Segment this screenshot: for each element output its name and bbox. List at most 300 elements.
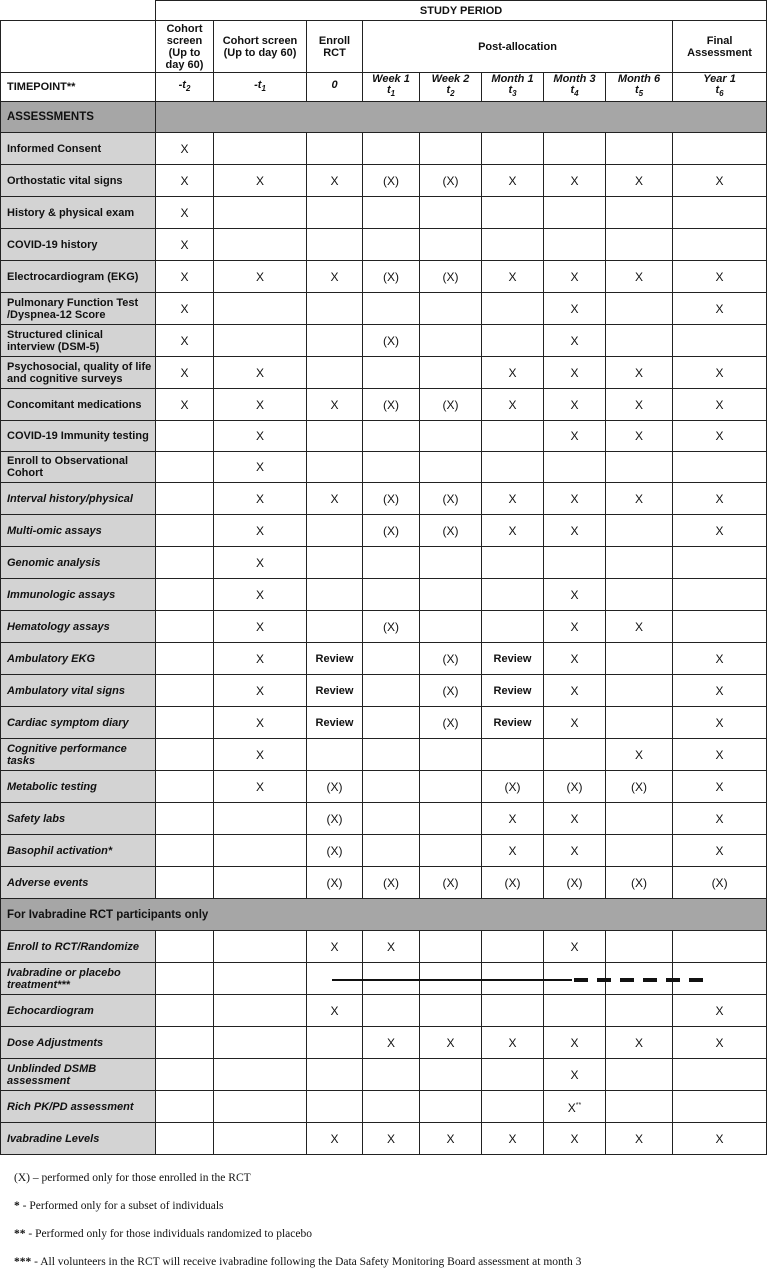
schedule-mark: X [715,301,724,316]
schedule-cell [420,579,482,611]
schedule-cell [606,739,673,771]
schedule-cell [544,995,606,1027]
schedule-cell [307,1091,363,1123]
schedule-mark: X [446,1035,455,1050]
row-label: Pulmonary Function Test /Dyspnea-12 Score [7,296,139,321]
schedule-mark: X [570,651,579,666]
schedule-cell [307,515,363,547]
schedule-cell [606,1059,673,1091]
schedule-cell [156,357,214,389]
schedule-cell [363,1091,420,1123]
schedule-mark: Review [315,652,354,665]
schedule-cell [673,1123,767,1155]
schedule-mark: X [508,1035,517,1050]
schedule-cell [156,1123,214,1155]
schedule-row [1,1091,767,1123]
schedule-cell [606,835,673,867]
schedule-mark: X [180,173,189,188]
schedule-mark: X [634,429,643,443]
schedule-cell [482,579,544,611]
row-label: Electrocardiogram (EKG) [7,270,139,283]
schedule-mark: (X) [442,491,459,506]
schedule-cell [156,421,214,452]
schedule-cell [156,835,214,867]
schedule-cell [673,325,767,357]
schedule-mark: X [570,843,579,858]
schedule-mark: (X) [383,173,399,188]
schedule-cell [156,1027,214,1059]
phase-label: Post-allocation [478,40,557,53]
row-label: Cognitive performance tasks [7,742,127,767]
schedule-cell [606,931,673,963]
schedule-mark: X [715,651,724,666]
schedule-row [1,803,767,835]
schedule-mark: (X) [383,333,399,348]
schedule-mark: X [255,173,264,188]
row-label-cell [1,611,156,643]
schedule-row [1,229,767,261]
timepoint-subscript: 4 [574,89,579,99]
row-label-cell [1,579,156,611]
phase-label: Enroll RCT [318,34,351,59]
schedule-row [1,643,767,675]
schedule-cell [420,611,482,643]
schedule-cell [482,707,544,739]
schedule-cell [363,197,420,229]
schedule-cell [673,515,767,547]
schedule-cell [482,931,544,963]
footnote [14,1256,581,1268]
schedule-mark: X [570,715,579,730]
schedule-mark: X [508,397,517,412]
schedule-cell [214,1123,307,1155]
schedule-cell [363,165,420,197]
schedule-cell [544,197,606,229]
timepoint-label: TIMEPOINT** [7,81,76,93]
schedule-cell [482,611,544,643]
schedule-cell [307,325,363,357]
schedule-cell [606,1123,673,1155]
schedule-cell [307,611,363,643]
schedule-mark: X [634,1035,643,1050]
schedule-cell [482,483,544,515]
schedule-cell [363,739,420,771]
schedule-cell [363,643,420,675]
schedule-mark: X [508,365,517,380]
schedule-mark: Review [315,716,354,729]
schedule-cell [420,197,482,229]
schedule-mark: X [255,460,264,474]
schedule-mark: X [255,397,264,412]
schedule-mark: X [255,619,264,634]
schedule-cell [363,1059,420,1091]
schedule-mark: (X) [383,269,399,284]
schedule-cell [606,547,673,579]
schedule-cell [156,547,214,579]
timepoint-symbol: t [508,84,513,97]
row-label: Genomic analysis [7,556,101,569]
schedule-cell [673,643,767,675]
schedule-cell [363,452,420,483]
schedule-mark: X [570,619,579,634]
schedule-mark: X [570,365,579,380]
schedule-cell [606,771,673,803]
schedule-cell [420,293,482,325]
schedule-row [1,133,767,165]
schedule-row [1,483,767,515]
row-label-cell [1,357,156,389]
schedule-cell [673,229,767,261]
schedule-cell [156,389,214,421]
schedule-cell [363,579,420,611]
schedule-cell [214,579,307,611]
schedule-cell [673,611,767,643]
row-label-cell [1,931,156,963]
schedule-mark: Review [315,684,354,697]
schedule-cell [606,133,673,165]
schedule-cell [307,293,363,325]
schedule-cell [214,165,307,197]
schedule-mark: X [634,619,643,634]
schedule-cell [363,707,420,739]
schedule-cell [606,483,673,515]
schedule-cell [482,1027,544,1059]
schedule-cell [156,643,214,675]
schedule-cell [156,611,214,643]
schedule-cell [606,803,673,835]
header-row-study-period [1,1,767,21]
schedule-cell [307,579,363,611]
section-rct-only [1,899,767,931]
schedule-cell [420,739,482,771]
schedule-cell [307,452,363,483]
schedule-cell [307,229,363,261]
schedule-mark: X [180,301,189,316]
schedule-row [1,963,767,995]
schedule-cell [606,357,673,389]
row-label-cell [1,1027,156,1059]
header-blank [1,1,156,21]
footnote-text: - Performed only for those individuals randomized to placebo [25,1228,312,1240]
schedule-mark: X [508,811,517,826]
row-label: COVID-19 history [7,238,98,251]
schedule-cell [156,1059,214,1091]
schedule-cell [544,1027,606,1059]
row-label-cell [1,995,156,1027]
schedule-mark: X [255,683,264,698]
schedule-mark: X [570,1035,579,1050]
schedule-cell [673,707,767,739]
schedule-cell [307,165,363,197]
schedule-mark: (X) [383,491,399,506]
schedule-row [1,675,767,707]
schedule-mark: X [508,523,517,538]
footnote [14,1172,251,1184]
schedule-mark: X [634,491,643,506]
schedule-cell [363,229,420,261]
schedule-cell [214,835,307,867]
schedule-cell [544,133,606,165]
mark-x: X [567,1100,576,1115]
schedule-cell [482,452,544,483]
timepoint-symbol: t [386,84,391,97]
schedule-cell [363,867,420,899]
row-label: Immunologic assays [7,588,116,601]
row-label-cell [1,867,156,899]
schedule-cell [214,229,307,261]
schedule-cell [307,547,363,579]
row-label-cell [1,835,156,867]
row-label: Rich PK/PD assessment [7,1100,134,1113]
schedule-cell [307,421,363,452]
schedule-cell [673,357,767,389]
schedule-cell [606,325,673,357]
schedule-cell [214,611,307,643]
timepoint-symbol: t [715,84,720,97]
schedule-cell [363,325,420,357]
schedule-cell [363,357,420,389]
schedule-cell [420,483,482,515]
schedule-mark: X [180,237,189,252]
schedule-cell [420,452,482,483]
schedule-cell [420,261,482,293]
schedule-cell [363,389,420,421]
schedule-mark: X [715,747,724,762]
schedule-cell [420,771,482,803]
schedule-cell [482,1059,544,1091]
footnote-text: – performed only for those enrolled in the RCT [29,1172,251,1184]
section-title: ASSESSMENTS [7,111,94,123]
row-label-cell [1,547,156,579]
row-label-cell [1,325,156,357]
schedule-cell [482,515,544,547]
timepoint-subscript: 5 [638,89,644,99]
schedule-mark: (X) [442,715,459,730]
schedule-cell [606,197,673,229]
timepoint-cell [307,73,363,102]
schedule-mark: X [715,683,724,698]
schedule-cell [156,931,214,963]
row-label-cell [1,261,156,293]
row-label: Enroll to RCT/Randomize [7,940,139,953]
schedule-cell [363,835,420,867]
schedule-cell [214,483,307,515]
schedule-cell [307,771,363,803]
timepoint-cell [606,73,673,102]
schedule-cell [363,1027,420,1059]
schedule-cell [606,1027,673,1059]
schedule-cell [673,389,767,421]
row-label: Structured clinical interview (DSM-5) [7,328,103,353]
schedule-mark: X [255,651,264,666]
schedule-row [1,421,767,452]
schedule-cell [673,931,767,963]
row-label-cell [1,963,156,995]
schedule-cell [420,643,482,675]
schedule-cell [606,579,673,611]
schedule-cell [482,643,544,675]
phase-post-allocation [363,21,673,73]
schedule-cell [156,165,214,197]
schedule-cell [606,963,673,995]
schedule-cell [544,931,606,963]
schedule-cell [544,389,606,421]
schedule-cell [544,1059,606,1091]
schedule-mark: X [634,269,643,284]
schedule-cell [673,867,767,899]
schedule-mark: (X) [442,651,459,666]
schedule-mark: (X) [326,843,343,858]
timepoint-row [1,73,767,102]
schedule-cell [482,325,544,357]
row-label-cell [1,165,156,197]
schedule-mark: X [508,269,517,284]
schedule-cell [307,643,363,675]
schedule-cell [544,483,606,515]
row-label-cell [1,515,156,547]
schedule-mark: (X) [442,523,459,538]
schedule-row [1,389,767,421]
schedule-cell [420,1027,482,1059]
schedule-mark: Review [493,684,532,697]
schedule-mark: X [255,365,264,380]
schedule-cell [420,325,482,357]
schedule-cell [363,675,420,707]
footnote-mark: *** [14,1256,32,1268]
schedule-mark: X [570,587,579,602]
schedule-row [1,1123,767,1155]
schedule-cell [606,707,673,739]
schedule-mark: X [570,397,579,412]
row-label: Cardiac symptom diary [7,716,129,729]
schedule-cell [156,963,214,995]
schedule-mark: X [570,939,579,954]
timepoint-label-cell [1,73,156,102]
schedule-mark: X [255,715,264,730]
schedule-cell [544,707,606,739]
schedule-cell [307,1123,363,1155]
row-label: History & physical exam [7,206,135,219]
schedule-cell [214,293,307,325]
schedule-mark: X [255,269,264,284]
row-label-cell [1,452,156,483]
section-assessments [1,102,767,133]
row-label-cell [1,421,156,452]
schedule-cell [606,1091,673,1123]
schedule-mark: X [570,811,579,826]
schedule-cell [307,835,363,867]
schedule-cell [673,483,767,515]
schedule-cell [363,995,420,1027]
row-label-cell [1,229,156,261]
schedule-cell [307,483,363,515]
schedule-cell [156,771,214,803]
footnote-mark: ** [14,1228,26,1240]
schedule-cell [363,547,420,579]
schedule-cell [214,389,307,421]
schedule-cell [673,547,767,579]
footnote-mark: * [14,1200,20,1212]
schedule-cell [482,995,544,1027]
schedule-mark: (X) [442,683,459,698]
header-blank-2 [1,21,156,73]
section-label-cell [1,899,767,931]
schedule-mark: X [255,523,264,538]
schedule-mark: (X) [631,779,647,794]
timepoint-cell [420,73,482,102]
header-row-phases [1,21,767,73]
schedule-mark: X [634,365,643,380]
schedule-cell [420,803,482,835]
schedule-mark: X [634,1131,643,1146]
schedule-cell [544,835,606,867]
schedule-cell [606,389,673,421]
row-label-cell [1,707,156,739]
schedule-cell [544,1091,606,1123]
timepoint-symbol: t [570,84,575,97]
schedule-cell [482,547,544,579]
schedule-cell [307,133,363,165]
schedule-mark: (X) [504,875,521,890]
footnote-text: - All volunteers in the RCT will receive ivabradine following the Data Safety Monitoring Board assessment at month 3 [31,1256,582,1268]
row-label-cell [1,483,156,515]
row-label: COVID-19 Immunity testing [7,430,149,442]
schedule-cell [307,261,363,293]
schedule-cell [606,421,673,452]
schedule-cell [307,675,363,707]
schedule-mark: X [634,747,643,762]
schedule-cell [214,452,307,483]
schedule-mark: X [255,555,264,570]
schedule-cell [214,963,307,995]
schedule-cell [363,421,420,452]
timepoint-name: Week 2 [431,73,470,86]
row-label-cell [1,197,156,229]
schedule-cell [420,835,482,867]
schedule-cell [214,1091,307,1123]
schedule-mark: X [180,397,189,412]
schedule-mark: X [715,843,724,858]
schedule-cell [673,165,767,197]
schedule-mark: X [508,843,517,858]
phase-enroll-rct [307,21,363,73]
schedule-mark: X [634,173,643,188]
schedule-cell [544,739,606,771]
schedule-cell [214,261,307,293]
phase-cohort-screen-1 [156,21,214,73]
schedule-cell [214,325,307,357]
schedule-cell [363,483,420,515]
row-label: Ivabradine Levels [7,1132,100,1145]
schedule-mark: X [255,779,264,794]
schedule-mark: X [570,173,579,188]
schedule-cell [673,835,767,867]
schedule-cell [606,229,673,261]
schedule-cell [673,452,767,483]
timepoint-name: Month 6 [617,73,661,86]
schedule-cell [420,1123,482,1155]
timepoint-symbol: t [446,84,451,97]
row-label: Concomitant medications [7,398,142,411]
schedule-mark: X [446,1131,455,1146]
schedule-mark: X [330,269,339,284]
row-label: Orthostatic vital signs [7,174,123,187]
schedule-cell [214,675,307,707]
row-label: Safety labs [7,812,66,825]
schedule-cell [307,1059,363,1091]
schedule-cell [214,357,307,389]
schedule-row [1,515,767,547]
